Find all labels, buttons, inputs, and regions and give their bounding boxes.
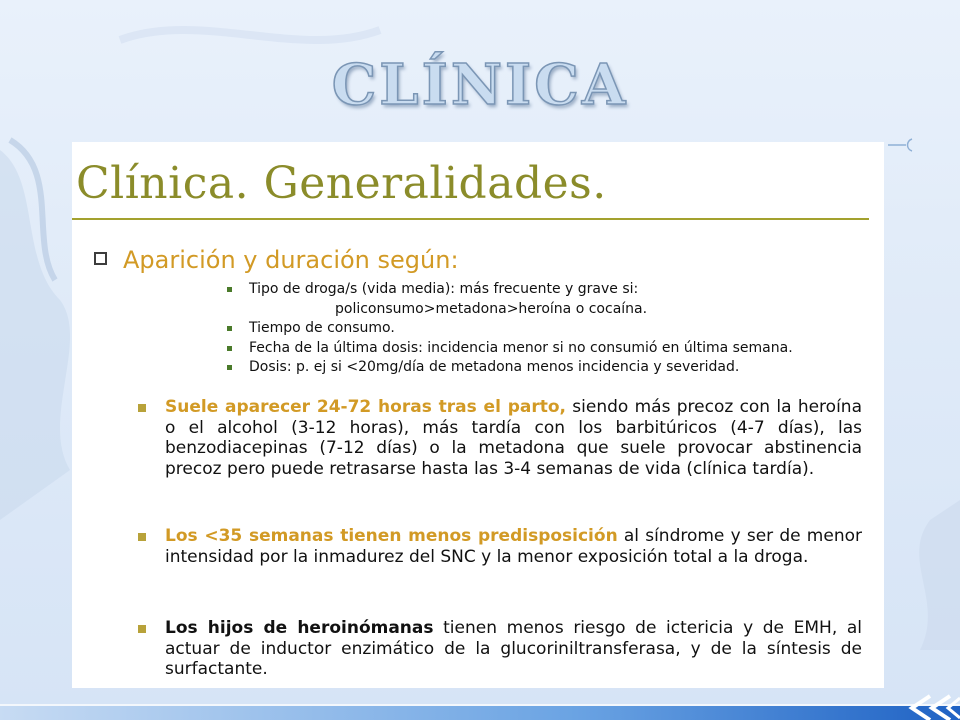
sub-item-text: Tipo de droga/s (vida media): más frecuente y grave si: [249,281,639,297]
slide-title: CLÍNICA [331,52,629,118]
sub-list-item [227,358,793,378]
square-bullet-icon [227,365,232,370]
box-heading: Clínica. Generalidades. [76,158,607,209]
square-bullet-icon [227,346,232,351]
sub-item-text: policonsumo>metadona>heroína o cocaína. [335,300,648,317]
sub-item-text: Tiempo de consumo. [249,320,395,336]
sub-list-item [227,339,793,359]
square-bullet-icon [138,404,146,412]
paragraph-text: tienen menos riesgo de ictericia y de EMH, al actuar de inductor enzimático de la glucoriniltransferasa, y de la síntesis de surfactante. [165,618,863,679]
level1-text: Aparición y duración según: [123,246,459,274]
paragraph-text: siendo más precoz con la heroína o el alcohol (3-12 horas), más tardía con los barbitúricos (4-7 días), las benzodiacepinas (7-12 días) o la metadona que suele provocar abstinencia precoz pero puede retrasarse hasta las 3-4 semanas de vida (clínica tardía). [165,397,862,479]
sub-item-text: Fecha de la última dosis: incidencia menor si no consumió en última semana. [249,339,793,356]
paragraph-lead: Suele aparecer 24-72 horas tras el parto, [165,397,566,417]
square-bullet-icon [138,625,146,633]
square-bullet-icon [138,533,146,541]
paragraph-preterm [165,526,862,567]
paragraph-lead: Los <35 semanas tienen menos predisposición [165,526,618,546]
bracket-decoration [888,138,916,152]
square-outline-bullet-icon [94,252,107,265]
level1-bullet [94,246,459,274]
paragraph-text: al síndrome y ser de menor intensidad por la inmadurez del SNC y la menor exposición total a la droga. [165,526,862,567]
sub-item-text: Dosis: p. ej si <20mg/día de metadona menos incidencia y severidad. [249,359,740,375]
sub-list [227,280,793,378]
bottom-decoration-bar [0,692,960,720]
content-box [72,142,884,688]
paragraph-heroin [165,618,862,680]
square-bullet-icon [227,326,232,331]
paragraph-lead: Los hijos de heroinómanas [165,618,434,638]
sub-list-item-continuation [227,300,793,320]
paragraph-onset [165,397,862,479]
heading-divider [72,218,869,220]
square-bullet-icon [227,287,232,292]
sub-list-item [227,319,793,339]
sub-list-item [227,280,793,300]
